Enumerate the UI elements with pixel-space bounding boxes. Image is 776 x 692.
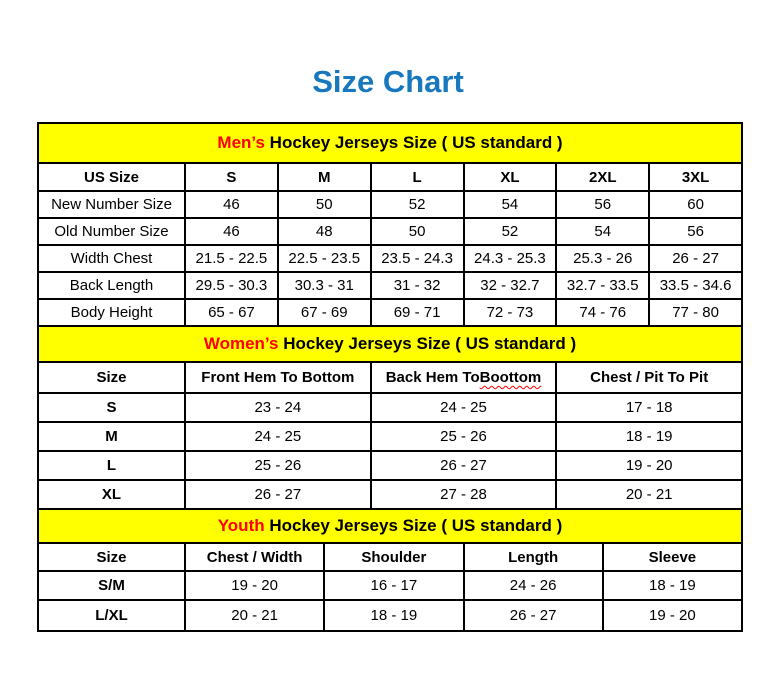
value-cell: 19 - 20 (184, 572, 323, 599)
value-cell: 25 - 26 (370, 423, 556, 450)
row-label: Back Length (69, 277, 154, 294)
value-cell: 22.5 - 23.5 (277, 246, 370, 271)
table-row (39, 394, 741, 423)
mens-banner (39, 124, 741, 164)
value-cell: 72 - 73 (463, 300, 556, 325)
value-cell: 54 (555, 219, 648, 244)
value-cell: 26 - 27 (370, 452, 556, 479)
womens-header-row (39, 363, 741, 394)
value-cell: 23 - 24 (184, 394, 370, 421)
row-label: Old Number Size (54, 223, 169, 240)
mens-banner-text: Hockey Jerseys Size ( US standard ) (264, 133, 563, 152)
header-cell: 2XL (555, 164, 648, 190)
value-cell: 67 - 69 (277, 300, 370, 325)
value-cell: 77 - 80 (648, 300, 741, 325)
header-cell: Sleeve (602, 544, 741, 570)
value-cell: 50 (277, 192, 370, 217)
youth-table (39, 510, 741, 630)
table-row (39, 219, 741, 246)
header-cell: XL (463, 164, 556, 190)
value-cell: 18 - 19 (555, 423, 741, 450)
value-cell: 31 - 32 (370, 273, 463, 298)
value-cell: 21.5 - 22.5 (184, 246, 277, 271)
table-row (39, 481, 741, 510)
header-cell: Size (96, 548, 127, 566)
header-cell: Size (96, 369, 127, 386)
value-cell: 52 (370, 192, 463, 217)
value-cell: 56 (648, 219, 741, 244)
header-cell: Front Hem To Bottom (184, 363, 370, 392)
header-cell: Shoulder (323, 544, 462, 570)
value-cell: 19 - 20 (602, 601, 741, 630)
value-cell: 50 (370, 219, 463, 244)
row-label: M (105, 428, 118, 445)
table-row (39, 572, 741, 601)
value-cell: 32 - 32.7 (463, 273, 556, 298)
youth-banner-text: Hockey Jerseys Size ( US standard ) (264, 516, 563, 535)
value-cell: 24 - 26 (463, 572, 602, 599)
table-row (39, 246, 741, 273)
mens-table (39, 124, 741, 327)
row-label: Body Height (70, 304, 153, 321)
table-row (39, 273, 741, 300)
page-title: Size Chart (312, 64, 464, 99)
value-cell: 20 - 21 (555, 481, 741, 508)
value-cell: 54 (463, 192, 556, 217)
womens-banner-text: Hockey Jerseys Size ( US standard ) (278, 334, 577, 353)
mens-banner-highlight: Men’s (217, 133, 265, 152)
value-cell: 23.5 - 24.3 (370, 246, 463, 271)
header-cell: Chest / Pit To Pit (555, 363, 741, 392)
value-cell: 18 - 19 (602, 572, 741, 599)
value-cell: 17 - 18 (555, 394, 741, 421)
value-cell: 56 (555, 192, 648, 217)
value-cell: 16 - 17 (323, 572, 462, 599)
header-cell: Length (463, 544, 602, 570)
value-cell: 20 - 21 (184, 601, 323, 630)
value-cell: 26 - 27 (463, 601, 602, 630)
value-cell: 24.3 - 25.3 (463, 246, 556, 271)
value-cell: 65 - 67 (184, 300, 277, 325)
value-cell: 46 (184, 219, 277, 244)
value-cell: 60 (648, 192, 741, 217)
header-cell: M (277, 164, 370, 190)
row-label: Width Chest (70, 250, 153, 267)
value-cell: 52 (463, 219, 556, 244)
row-label: S/M (98, 577, 125, 594)
value-cell: 74 - 76 (555, 300, 648, 325)
value-cell: 27 - 28 (370, 481, 556, 508)
table-row (39, 601, 741, 630)
value-cell: 24 - 25 (370, 394, 556, 421)
value-cell: 19 - 20 (555, 452, 741, 479)
mens-header-row (39, 164, 741, 192)
header-cell: 3XL (648, 164, 741, 190)
value-cell: 24 - 25 (184, 423, 370, 450)
row-label: S (106, 399, 117, 416)
row-label: L (106, 457, 117, 474)
value-cell: 26 - 27 (184, 481, 370, 508)
value-cell: 26 - 27 (648, 246, 741, 271)
table-row (39, 300, 741, 327)
misspelled-word: Boottom (479, 369, 542, 386)
value-cell: 25 - 26 (184, 452, 370, 479)
womens-banner (39, 327, 741, 363)
size-chart-tables (37, 122, 743, 632)
womens-table (39, 327, 741, 510)
value-cell: 18 - 19 (323, 601, 462, 630)
row-label: L/XL (95, 607, 128, 624)
header-cell: Back Hem To Boottom (370, 363, 556, 392)
table-row (39, 423, 741, 452)
value-cell: 32.7 - 33.5 (555, 273, 648, 298)
value-cell: 69 - 71 (370, 300, 463, 325)
value-cell: 25.3 - 26 (555, 246, 648, 271)
table-row (39, 192, 741, 219)
header-cell: L (370, 164, 463, 190)
value-cell: 30.3 - 31 (277, 273, 370, 298)
header-cell: S (184, 164, 277, 190)
header-cell: US Size (83, 168, 140, 186)
womens-banner-highlight: Women’s (203, 334, 279, 353)
value-cell: 29.5 - 30.3 (184, 273, 277, 298)
row-label: XL (101, 486, 122, 503)
table-row (39, 452, 741, 481)
youth-banner-highlight: Youth (217, 516, 265, 535)
row-label: New Number Size (51, 196, 172, 213)
value-cell: 46 (184, 192, 277, 217)
value-cell: 48 (277, 219, 370, 244)
value-cell: 33.5 - 34.6 (648, 273, 741, 298)
youth-header-row (39, 544, 741, 572)
header-cell: Chest / Width (184, 544, 323, 570)
youth-banner (39, 510, 741, 544)
